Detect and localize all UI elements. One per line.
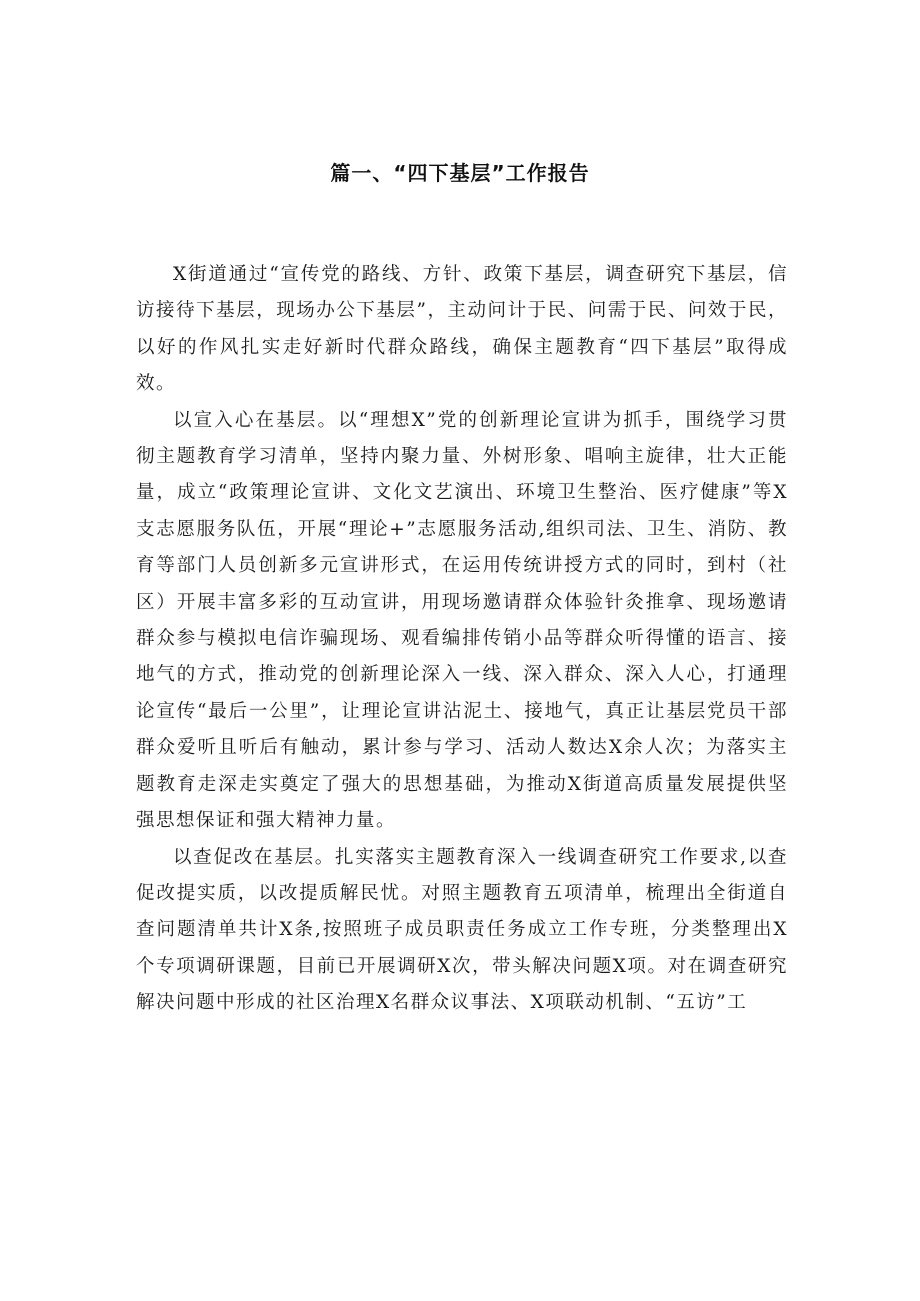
paragraph-inspection: 以查促改在基层。扎实落实主题教育深入一线调查研究工作要求,以查促改提实质，以改提质解民忧。对照主题教育五项清单，梳理出全街道自查问题清单共计X条,按照班子成员职责任务成立工作专班，分类整理出X个专项调研课题，目前已开展调研X次，带头解决问题X项。对在调查研究解决问题中形成的社区治理X名群众议事法、X项联动机制、“五访”工: [136, 846, 788, 1014]
paragraph-propaganda: 以宣入心在基层。以“理想X”党的创新理论宣讲为抓手，围绕学习贯彻主题教育学习清单，坚持内聚力量、外树形象、唱响主旋律，壮大正能量，成立“政策理论宣讲、文化文艺演出、环境卫生整治、医疗健康”等X支志愿服务队伍，开展“理论+”志愿服务活动,组织司法、卫生、消防、教育等部门人员创新多元宣讲形式，在运用传统讲授方式的同时，到村（社区）开展丰富多彩的互动宣讲，用现场邀请群众体验针灸推拿、现场邀请群众参与模拟电信诈骗现场、观看编排传销小品等群众听得懂的语言、接地气的方式，推动党的创新理论深入一线、深入群众、深入人心，打通理论宣传“最后一公里”，让理论宣讲沾泥土、接地气，真正让基层党员干部群众爱听且听后有触动，累计参与学习、活动人数达X余人次；为落实主题教育走深走实奠定了强大的思想基础，为推动X街道高质量发展提供坚强思想保证和强大精神力量。: [136, 409, 788, 832]
document-body: [136, 257, 788, 1022]
paragraph-intro: X街道通过“宣传党的路线、方针、政策下基层，调查研究下基层，信访接待下基层，现场办公下基层”，主动问计于民、问需于民、问效于民，以好的作风扎实走好新时代群众路线，确保主题教育“四下基层”取得成效。: [136, 264, 788, 395]
document-title: 篇一、“四下基层”工作报告: [330, 161, 590, 185]
